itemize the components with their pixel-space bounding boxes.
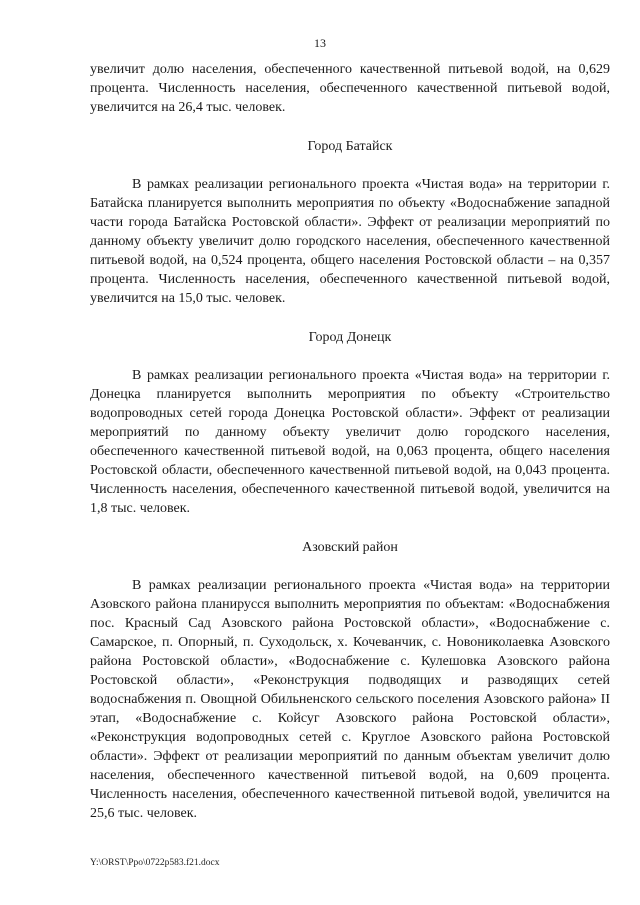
section-text-bataysk: В рамках реализации регионального проекта «Чистая вода» на территории г. Батайска планируется выполнить мероприятия по объекту «Водоснабжение западной части города Батайска Ростовской области». Эффект от реализации мероприятий по данному объекту увеличит долю городского населения, обеспеченного качественной питьевой водой, на 0,524 процента, общего населения Ростовской области – на 0,357 процента. Численность населения, обеспеченного качественной питьевой водой, увеличится на 15,0 тыс. человек.	[90, 177, 610, 306]
footer-file-path: Y:\ORST\Ppo\0722p583.f21.docx	[90, 858, 220, 868]
section-text-donetsk: В рамках реализации регионального проекта «Чистая вода» на территории г. Донецка планируется выполнить мероприятия по объекту «Строительство водопроводных сетей города Донецка Ростовской области». Эффект от реализации мероприятий по данному объекту увеличит долю городского населения, обеспеченного качественной питьевой водой, на 0,063 процента, общего населения Ростовской области, обеспеченного качественной питьевой водой, на 0,043 процента. Численность населения, обеспеченного качественной питьевой водой, увеличится на 1,8 тыс. человек.	[90, 368, 610, 516]
intro-paragraph: увеличит долю населения, обеспеченного качественной питьевой водой, на 0,629 процента. Численность населения, обеспеченного качественной питьевой водой, увеличится на 26,4 тыс. человек.	[90, 62, 610, 115]
section-title-azov-district: Азовский район	[302, 540, 398, 555]
section-title-donetsk: Город Донецк	[308, 330, 392, 345]
section-text-azov-district: В рамках реализации регионального проекта «Чистая вода» на территории Азовского района планирусся выполнить мероприятия по объектам: «Водоснабжения пос. Красный Сад Азовского района Ростовской области», «Водоснабжение с. Самарское, п. Опорный, п. Суходольск, х. Кочеванчик, с. Новониколаевка Азовского района Ростовской области», «Водоснабжение с. Кулешовка Азовского района Ростовской области», «Реконструкция подводящих и разводящих сетей водоснабжения п. Овощной Обильненского сельского поселения Азовского района» II этап, «Водоснабжение с. Койсуг Азовского района Ростовской области», «Реконструкция водопроводных сетей с. Круглое Азовского района Ростовской области». Эффект от реализации мероприятий по данным объектам увеличит долю населения, обеспеченного качественной питьевой водой, на 0,609 процента. Численность населения, обеспеченного качественной питьевой водой, увеличится на 25,6 тыс. человек.	[90, 578, 610, 821]
document-body	[90, 60, 610, 823]
section-title-bataysk: Город Батайск	[307, 139, 393, 154]
page-number: 13	[314, 36, 326, 50]
